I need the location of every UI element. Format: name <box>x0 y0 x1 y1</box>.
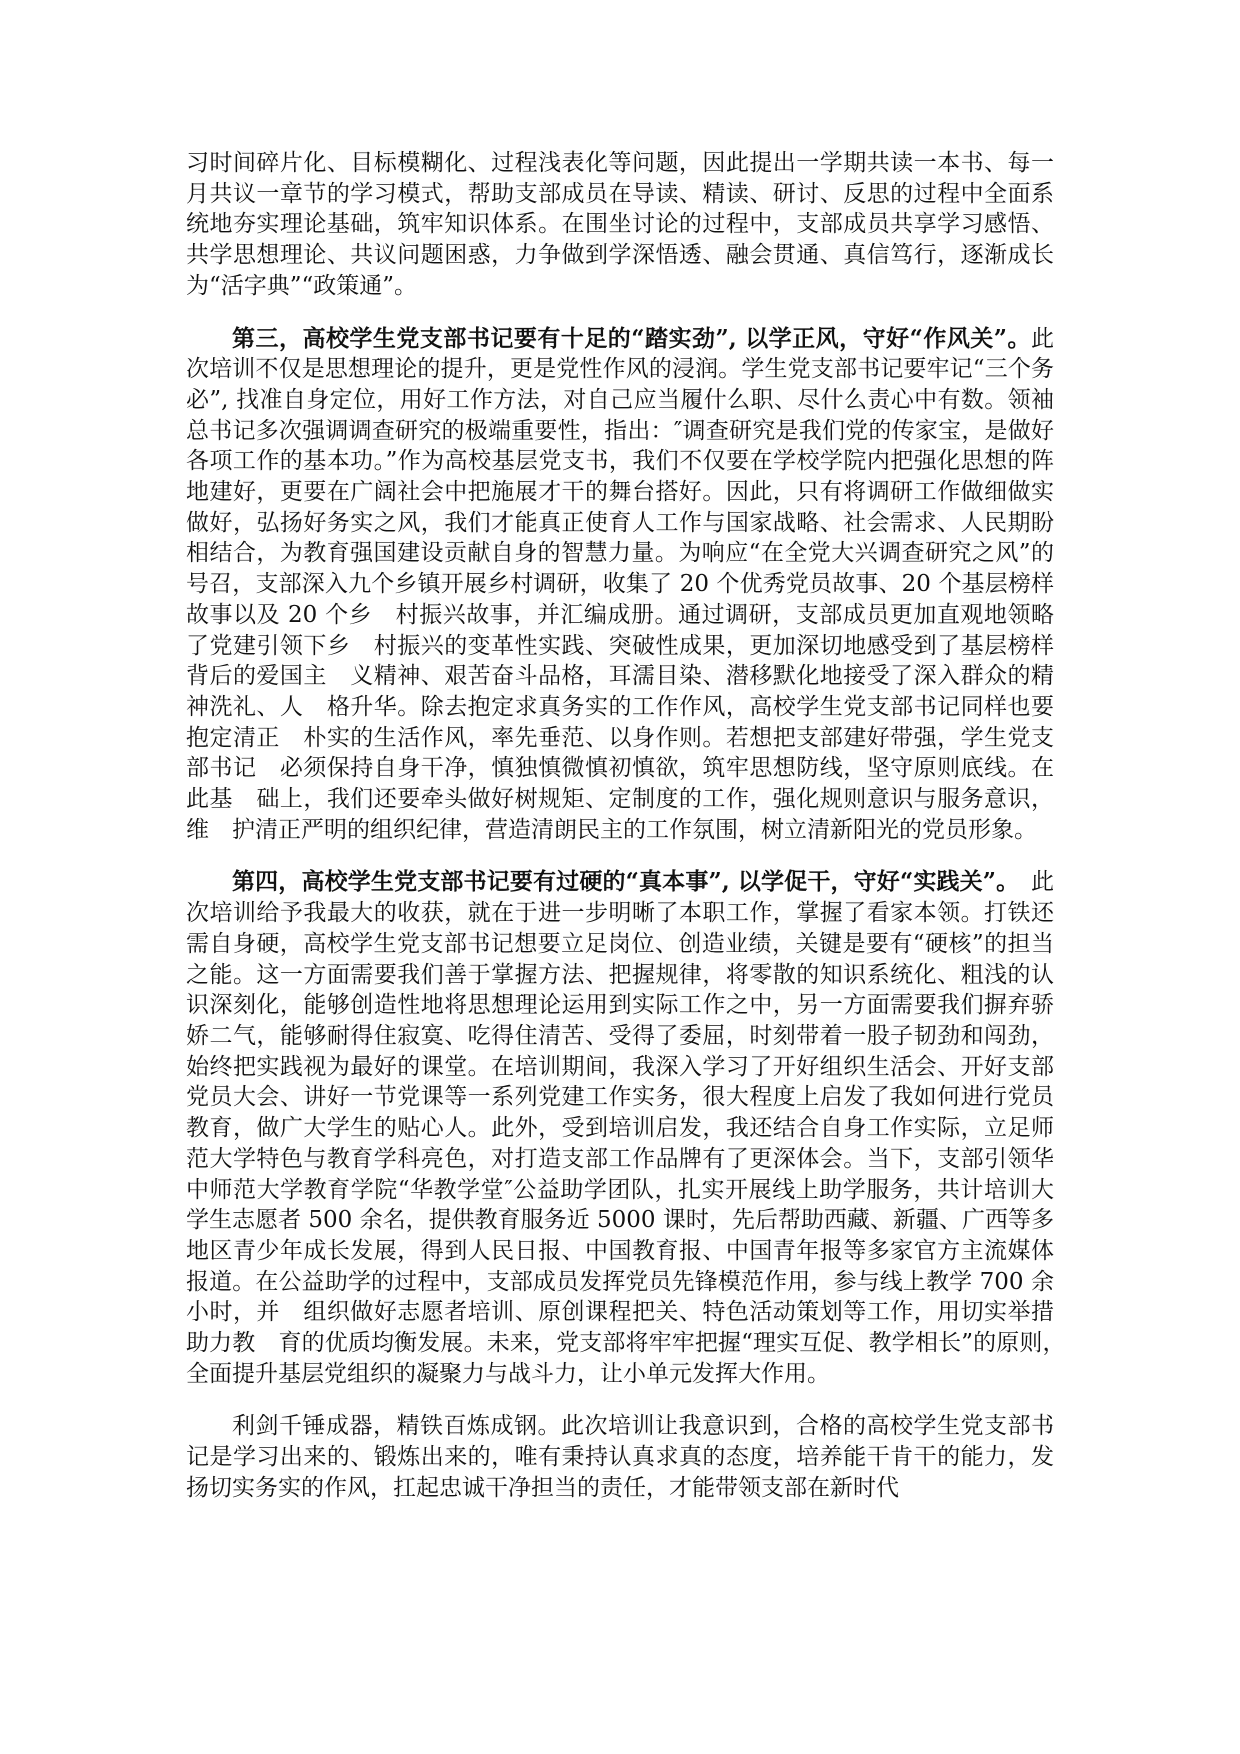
paragraph-third-point <box>186 324 1054 846</box>
paragraph-heading-fourth: 第四，高校学生党支部书记要有过硬的“真本事”, 以学促干，守好“实践关”。 <box>232 868 1008 896</box>
paragraph-heading-third: 第三，高校学生党支部书记要有十足的“踏实劲”, 以学正风，守好“作风关”。 <box>232 324 1031 352</box>
paragraph-text: 利剑千锤成器，精铁百炼成钢。此次培训让我意识到，合格的高校学生党支部书记是学习出来的、锻炼出来的，唯有秉持认真求真的态度，培养能干肯干的能力，发扬切实务实的作风，扛起忠诚干净担当的责任，才能带领支部在新时代 <box>186 1413 1054 1501</box>
paragraph-text: 此次培训给予我最大的收获，就在于进一步明晰了本职工作，掌握了看家本领。打铁还需自身硬，高校学生党支部书记想要立足岗位、创造业绩，关键是要有“硬核”的担当之能。这一方面需要我们善于掌握方法、把握规律，将零散的知识系统化、粗浅的认识深刻化，能够创造性地将思想理论运用到实际工作之中，另一方面需要我们摒弃骄娇二气，能够耐得住寂寞、吃得住清苦、受得了委屈，时刻带着一股子韧劲和闯劲，始终把实践视为最好的课堂。在培训期间，我深入学习了开好组织生活会、开好支部党员大会、讲好一节党课等一系列党建工作实务，很大程度上启发了我如何进行党员教育，做广大学生的贴心人。此外，受到培训启发，我还结合自身工作实际，立足师范大学特色与教育学科亮色，对打造支部工作品牌有了更深体会。当下，支部引领华中师范大学教育学院“华教学堂″公益助学团队，扎实开展线上助学服务，共计培训大学生志愿者 500 余名，提供教育服务近 5000 课时，先后帮助西藏、新疆、广西等多地区青少年成长发展，得到人民日报、中国教育报、中国青年报等多家官方主流媒体报道。在公益助学的过程中，支部成员发挥党员先锋模范作用，参与线上教学 700 余小时，并 组织做好志愿者培训、原创课程把关、特色活动策划等工作，用切实举措助力教 育的优质均衡发展。未来，党支部将牢牢把握“理实互促、教学相长”的原则， 全面提升基层党组织的凝聚力与战斗力，让小单元发挥大作用。 <box>186 869 1077 1387</box>
paragraph-text: 习时间碎片化、目标模糊化、过程浅表化等问题，因此提出一学期共读一本书、每一月共议一章节的学习模式，帮助支部成员在导读、精读、研讨、反思的过程中全面系统地夯实理论基础，筑牢知识体系。在围坐讨论的过程中，支部成员共享学习感悟、共学思想理论、共议问题困惑，力争做到学深悟透、融会贯通、真信笃行，逐渐成长为“活字典”“政策通”。 <box>186 150 1054 299</box>
paragraph-conclusion <box>186 1411 1054 1503</box>
paragraph-fourth-point <box>186 867 1077 1389</box>
document-page <box>186 148 1077 1526</box>
paragraph-continued <box>186 148 1054 302</box>
paragraph-text: 此次培训不仅是思想理论的提升，更是党性作风的浸润。学生党支部书记要牢记“三个务必”, 找准自身定位，用好工作方法，对自己应当履什么职、尽什么责心中有数。领袖总书记多次强调调查研究的极端重要性，指出：″调查研究是我们党的传家宝，是做好各项工作的基本功。”作为高校基层党支书，我们不仅要在学校学院内把强化思想的阵地建好，更要在广阔社会中把施展才干的舞台搭好。因此，只有将调研工作做细做实做好，弘扬好务实之风，我们才能真正使育人工作与国家战略、社会需求、人民期盼相结合，为教育强国建设贡献自身的智慧力量。为响应“在全党大兴调查研究之风”的号召，支部深入九个乡镇开展乡村调研，收集了 20 个优秀党员故事、20 个基层榜样故事以及 20 个乡 村振兴故事，并汇编成册。通过调研，支部成员更加直观地领略了党建引领下乡 村振兴的变革性实践、突破性成果，更加深切地感受到了基层榜样背后的爱国主 义精神、艰苦奋斗品格，耳濡目染、潜移默化地接受了深入群众的精神洗礼、人 格升华。除去抱定求真务实的工作作风，高校学生党支部书记同样也要抱定清正 朴实的生活作风，率先垂范、以身作则。若想把支部建好带强，学生党支部书记 必须保持自身干净，慎独慎微慎初慎欲，筑牢思想防线，坚守原则底线。在此基 础上，我们还要牵头做好树规矩、定制度的工作，强化规则意识与服务意识，维 护清正严明的组织纪律，营造清朗民主的工作氛围，树立清新阳光的党员形象。 <box>186 325 1054 843</box>
